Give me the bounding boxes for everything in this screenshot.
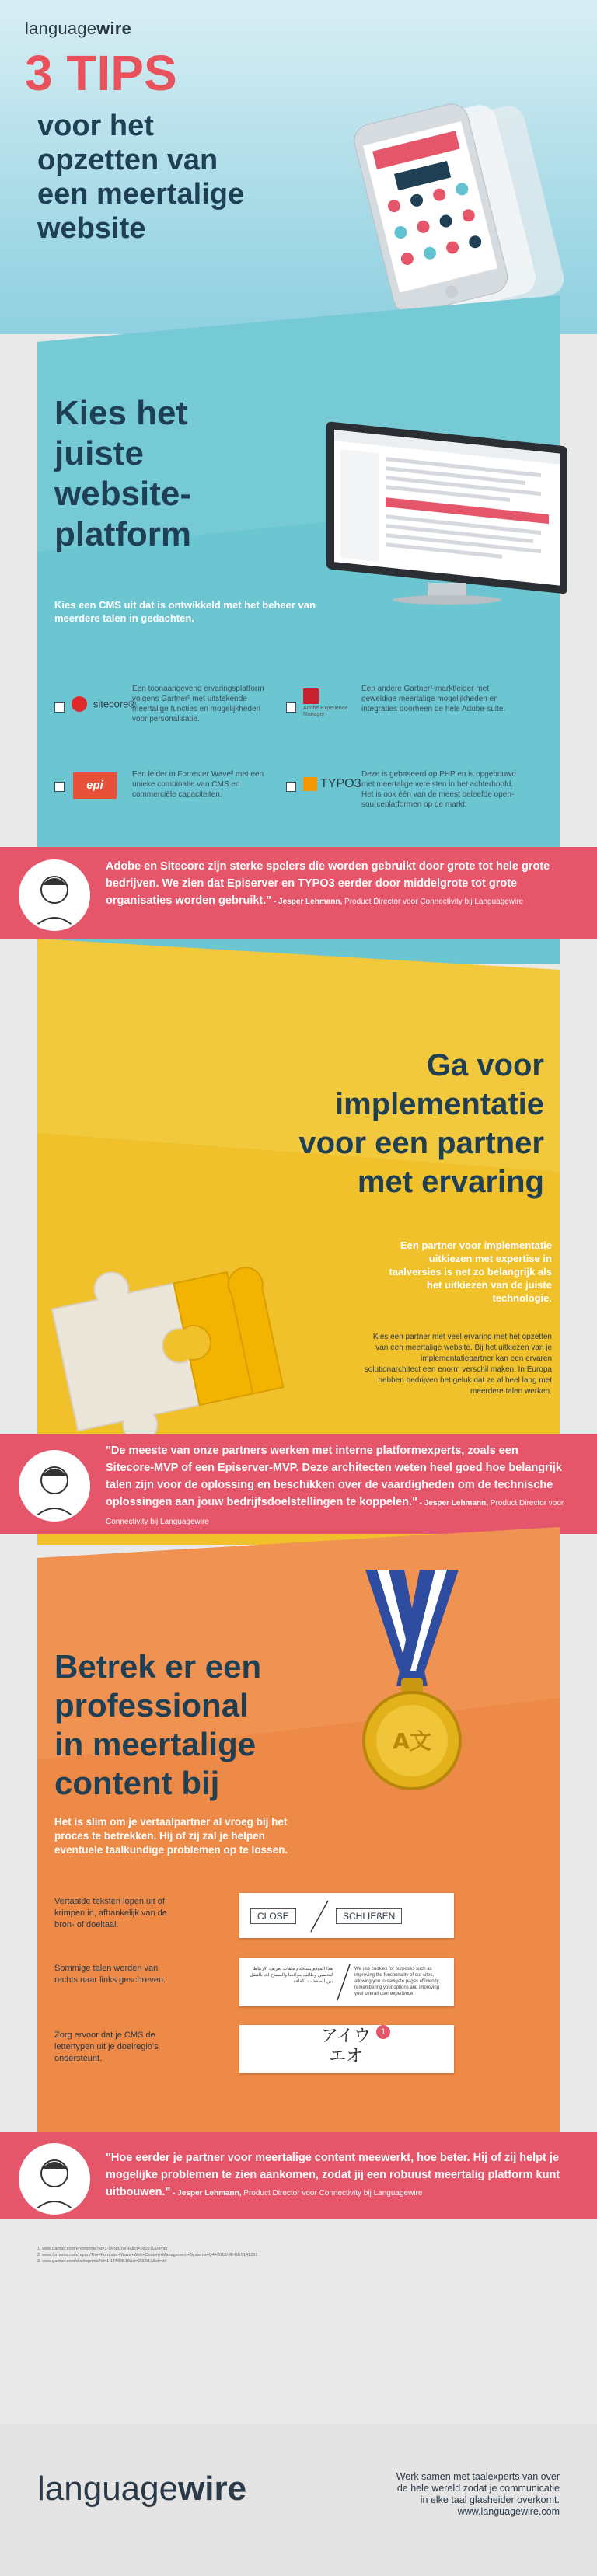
adobe-checkbox[interactable] — [286, 702, 296, 713]
epi-logo: epi — [73, 772, 117, 799]
footer-tagline: Werk samen met taalexperts van over de hele wereld zodat je communicatie in elke taal glasheider overkomt. www.languagewire.com — [334, 2471, 560, 2518]
tip-text-rtl: Sommige talen worden van rechts naar links geschreven. — [54, 1964, 166, 1985]
section1-title: Kies het juiste website- platform — [54, 394, 192, 553]
typo3-logo: TYPO3 — [303, 777, 361, 791]
quote1-text: Adobe en Sitecore zijn sterke spelers die worden gebruikt door grote tot hele grote bedrijven. We zien dat Episerver en TYPO3 eerder door middelgrote tot grote organisaties worden gebruikt." - Jesper Lehmann, Product Director voor Connectivity bij Languagewire — [106, 860, 550, 907]
typo3-description: Deze is gebaseerd op PHP en is opgebouwd met meertalige vereisten in het achterhoofd. Het is ook één van de meest beleefde open-sourceplatformen op de markt. — [361, 770, 516, 809]
section2-body: Kies een partner met veel ervaring met het opzetten van een meertalige website. Bij het uitkiezen van je implementatiepartner kan een ervaren solutionarchitect een enorm verschil maken. In Europa hebben bedrijven het geluk dat ze al heel lang met meerdere talen werken. — [364, 1333, 552, 1396]
footer-url[interactable]: www.languagewire.com — [457, 2506, 560, 2517]
typo3-checkbox[interactable] — [286, 782, 296, 792]
tip-text-fonts: Zorg ervoor dat je CMS de lettertypen uit je doelregio's ondersteunt. — [54, 2030, 159, 2063]
phone-illustration — [319, 93, 567, 326]
error-badge: 1 — [376, 2025, 390, 2039]
puzzle-illustration — [37, 1228, 333, 1445]
adobe-logo: Adobe Experience Manager — [303, 688, 350, 718]
epi-description: Een leider in Forrester Wave² met een unieke combinatie van CMS en commerciële capaciteiten. — [132, 770, 264, 799]
brand-logo[interactable]: languagewire — [25, 19, 131, 38]
japanese-sample: アイウ エオ — [320, 2027, 372, 2066]
footnotes: 1. www.gartner.com/en/reprints?id=1-1RN8DWHx&ct=180911&st=sb 2. www.forrester.com/report/The+Forrester+Wave+Web+Content+Management+Systems+Q4+2018/-/E-RES141281 3. www.gartner.com/doc/reprints?id=1-1TMRB18&ct=200513&st=sb — [37, 2247, 258, 2264]
english-sample: We use cookies for purposes such as improving the functionality of our sites, allowing you to navigate pages efficiently, remembering your options and improving your overall user experience. — [354, 1967, 440, 1996]
tip-text-expansion: Vertaalde teksten lopen uit of krimpen in, afhankelijk van de bron- of doeltaal. — [54, 1897, 167, 1929]
section2-lead: Een partner voor implementatie uitkiezen met expertise in taalversies is net zo belangrijk als het uitkiezen van de juiste technologie. — [389, 1239, 552, 1304]
avatar — [19, 859, 90, 931]
slash-divider — [334, 1963, 353, 2002]
section2-title: Ga voor implementatie voor een partner met ervaring — [298, 1048, 544, 1199]
section1-intro: Kies een CMS uit dat is ontwikkeld met het beheer van meerdere talen in gedachten. — [54, 599, 316, 624]
adobe-description: Een andere Gartner¹-marktleider met geweldige meertalige mogelijkheden en integraties doorheen de hele Adobe-suite. — [361, 685, 506, 713]
avatar — [19, 2143, 90, 2215]
quote2-text: "De meeste van onze partners werken met interne platformexperts, zoals een Sitecore-MVP of een Episerver-MVP. Deze architecten weten heel goed hoe belangrijk talen zijn voor de oplossing en beschikken over de vaardigheden om de technische oplossingen aan jouw bedrijfsdoelstellingen te koppelen." - Jesper Lehmann, Product Director voor Connectivity bij Languagewire — [106, 1445, 564, 1526]
epi-checkbox[interactable] — [54, 782, 65, 792]
slash-divider — [308, 1899, 331, 1933]
avatar — [19, 1450, 90, 1522]
medal-illustration — [334, 1570, 490, 1803]
footer-logo[interactable]: languagewire — [37, 2470, 247, 2508]
header-subtitle: voor het opzetten van een meertalige website — [37, 110, 245, 245]
schliessen-label: SCHLIEßEN — [336, 1908, 402, 1924]
sitecore-checkbox[interactable] — [54, 702, 65, 713]
sitecore-description: Een toonaangevend ervaringsplatform volgens Gartner¹ met uitstekende meertalige functies en mogelijkheden voor personalisatie. — [132, 685, 264, 723]
header-tips-title: 3 TIPS — [25, 45, 177, 101]
close-label: CLOSE — [250, 1908, 296, 1924]
section3-lead: Het is slim om je vertaalpartner al vroeg bij het proces te betrekken. Hij of zij zal je helpen eventuele taalkundige problemen op te lossen. — [54, 1816, 288, 1856]
sitecore-logo: sitecore® — [72, 696, 136, 712]
monitor-illustration — [311, 412, 575, 606]
section3-title: Betrek er een professional in meertalige content bij — [54, 1648, 262, 1801]
svg-text:A文: A文 — [393, 1728, 431, 1754]
arabic-sample: هذا الموقع يستخدم ملفات تعريف الارتباط لتحسين وظائف مواقعنا والسماح لك بالتنقل بين الصفحات بكفاءة — [250, 1967, 333, 1984]
quote3-text: "Hoe eerder je partner voor meertalige content meewerkt, hoe beter. Hij of zij helpt je mogelijke problemen te zien aankomen, zodat jij een robuust meertalig platform kunt uitbouwen." - Jesper Lehmann, Product Director voor Connectivity bij Languagewire — [106, 2152, 560, 2198]
